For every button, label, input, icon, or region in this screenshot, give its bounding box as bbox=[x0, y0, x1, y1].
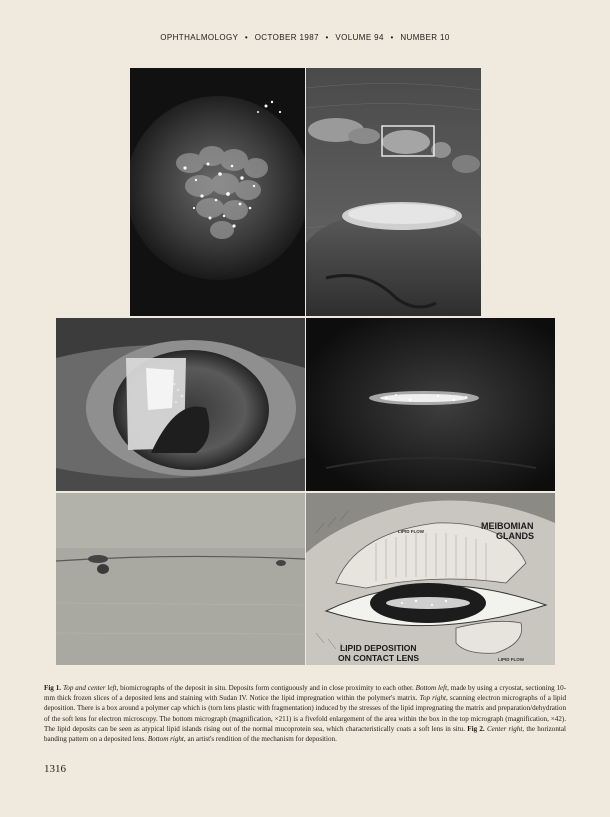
header-bullet: • bbox=[244, 33, 249, 42]
label-meibomian: MEIBOMIAN bbox=[481, 521, 534, 531]
issue-date: OCTOBER 1987 bbox=[254, 33, 319, 42]
figure-center-right-banding bbox=[306, 318, 555, 491]
header-bullet: • bbox=[390, 33, 394, 42]
journal-name: OPHTHALMOLOGY bbox=[160, 33, 239, 42]
page-number: 1316 bbox=[44, 763, 66, 775]
figure-caption bbox=[44, 683, 566, 744]
figure-top-left-biomicrograph bbox=[130, 68, 305, 316]
caption-segment: Top and center left, bbox=[62, 684, 119, 692]
caption-segment: Bottom right, bbox=[147, 735, 186, 744]
label-lipid-flow-top: LIPID FLOW bbox=[398, 529, 424, 534]
figure-bottom-right-artist-rendition bbox=[306, 493, 555, 665]
fig2-label: Fig 2. bbox=[467, 724, 485, 733]
caption-segment: Center right, bbox=[486, 724, 525, 733]
caption-segment: Bottom left, bbox=[415, 684, 449, 692]
label-glands: GLANDS bbox=[496, 531, 534, 541]
figure-top-right-sem bbox=[306, 68, 481, 316]
caption-segment: made by using a cryostat, sectioning 10-mm thick frozen slices of a deposited lens and staining with Sudan IV. Notice the lipid impregnation within the polymer's matrix. bbox=[44, 684, 566, 703]
running-header bbox=[0, 33, 610, 42]
caption-segment: an artist's rendition of the mechanism for deposition. bbox=[185, 735, 337, 744]
header-bullet: • bbox=[325, 33, 329, 42]
volume: VOLUME 94 bbox=[335, 33, 384, 42]
caption-segment: Top right, bbox=[419, 694, 448, 703]
label-lipid-deposition: LIPID DEPOSITION bbox=[340, 643, 417, 653]
figure-center-left-biomicrograph bbox=[56, 318, 305, 491]
caption-segment: the horizontal banding pattern on a deposited lens. bbox=[44, 724, 566, 744]
label-on-contact-lens: ON CONTACT LENS bbox=[338, 653, 420, 663]
caption-segment: scanning electron micrographs of a lipid deposition. There is a box around a polymer cap which is (torn lens plastic with fragmentation) induced by the stresses of the lipid impregnating the matrix and preparation/dehydration of the soft lens for electron microscopy. The bottom micrograph (magnification, ×211) is a fivefold enlargement of the area within the box in the top micrograph (magnification, ×42). The lipid deposits can be seen as atypical lipid islands rising out of the normal mucoprotein sea, which characteristically coats a soft lens in situ. bbox=[44, 694, 566, 733]
caption-segment: biomicrographs of the deposit in situ. Deposits form contiguously and in close proximity to each other. bbox=[118, 684, 416, 692]
label-lipid-flow-bottom: LIPID FLOW bbox=[498, 657, 524, 662]
fig1-label: Fig 1. bbox=[44, 684, 62, 692]
figure-bottom-left-cryostat-section bbox=[56, 493, 305, 665]
issue-number: NUMBER 10 bbox=[400, 33, 450, 42]
